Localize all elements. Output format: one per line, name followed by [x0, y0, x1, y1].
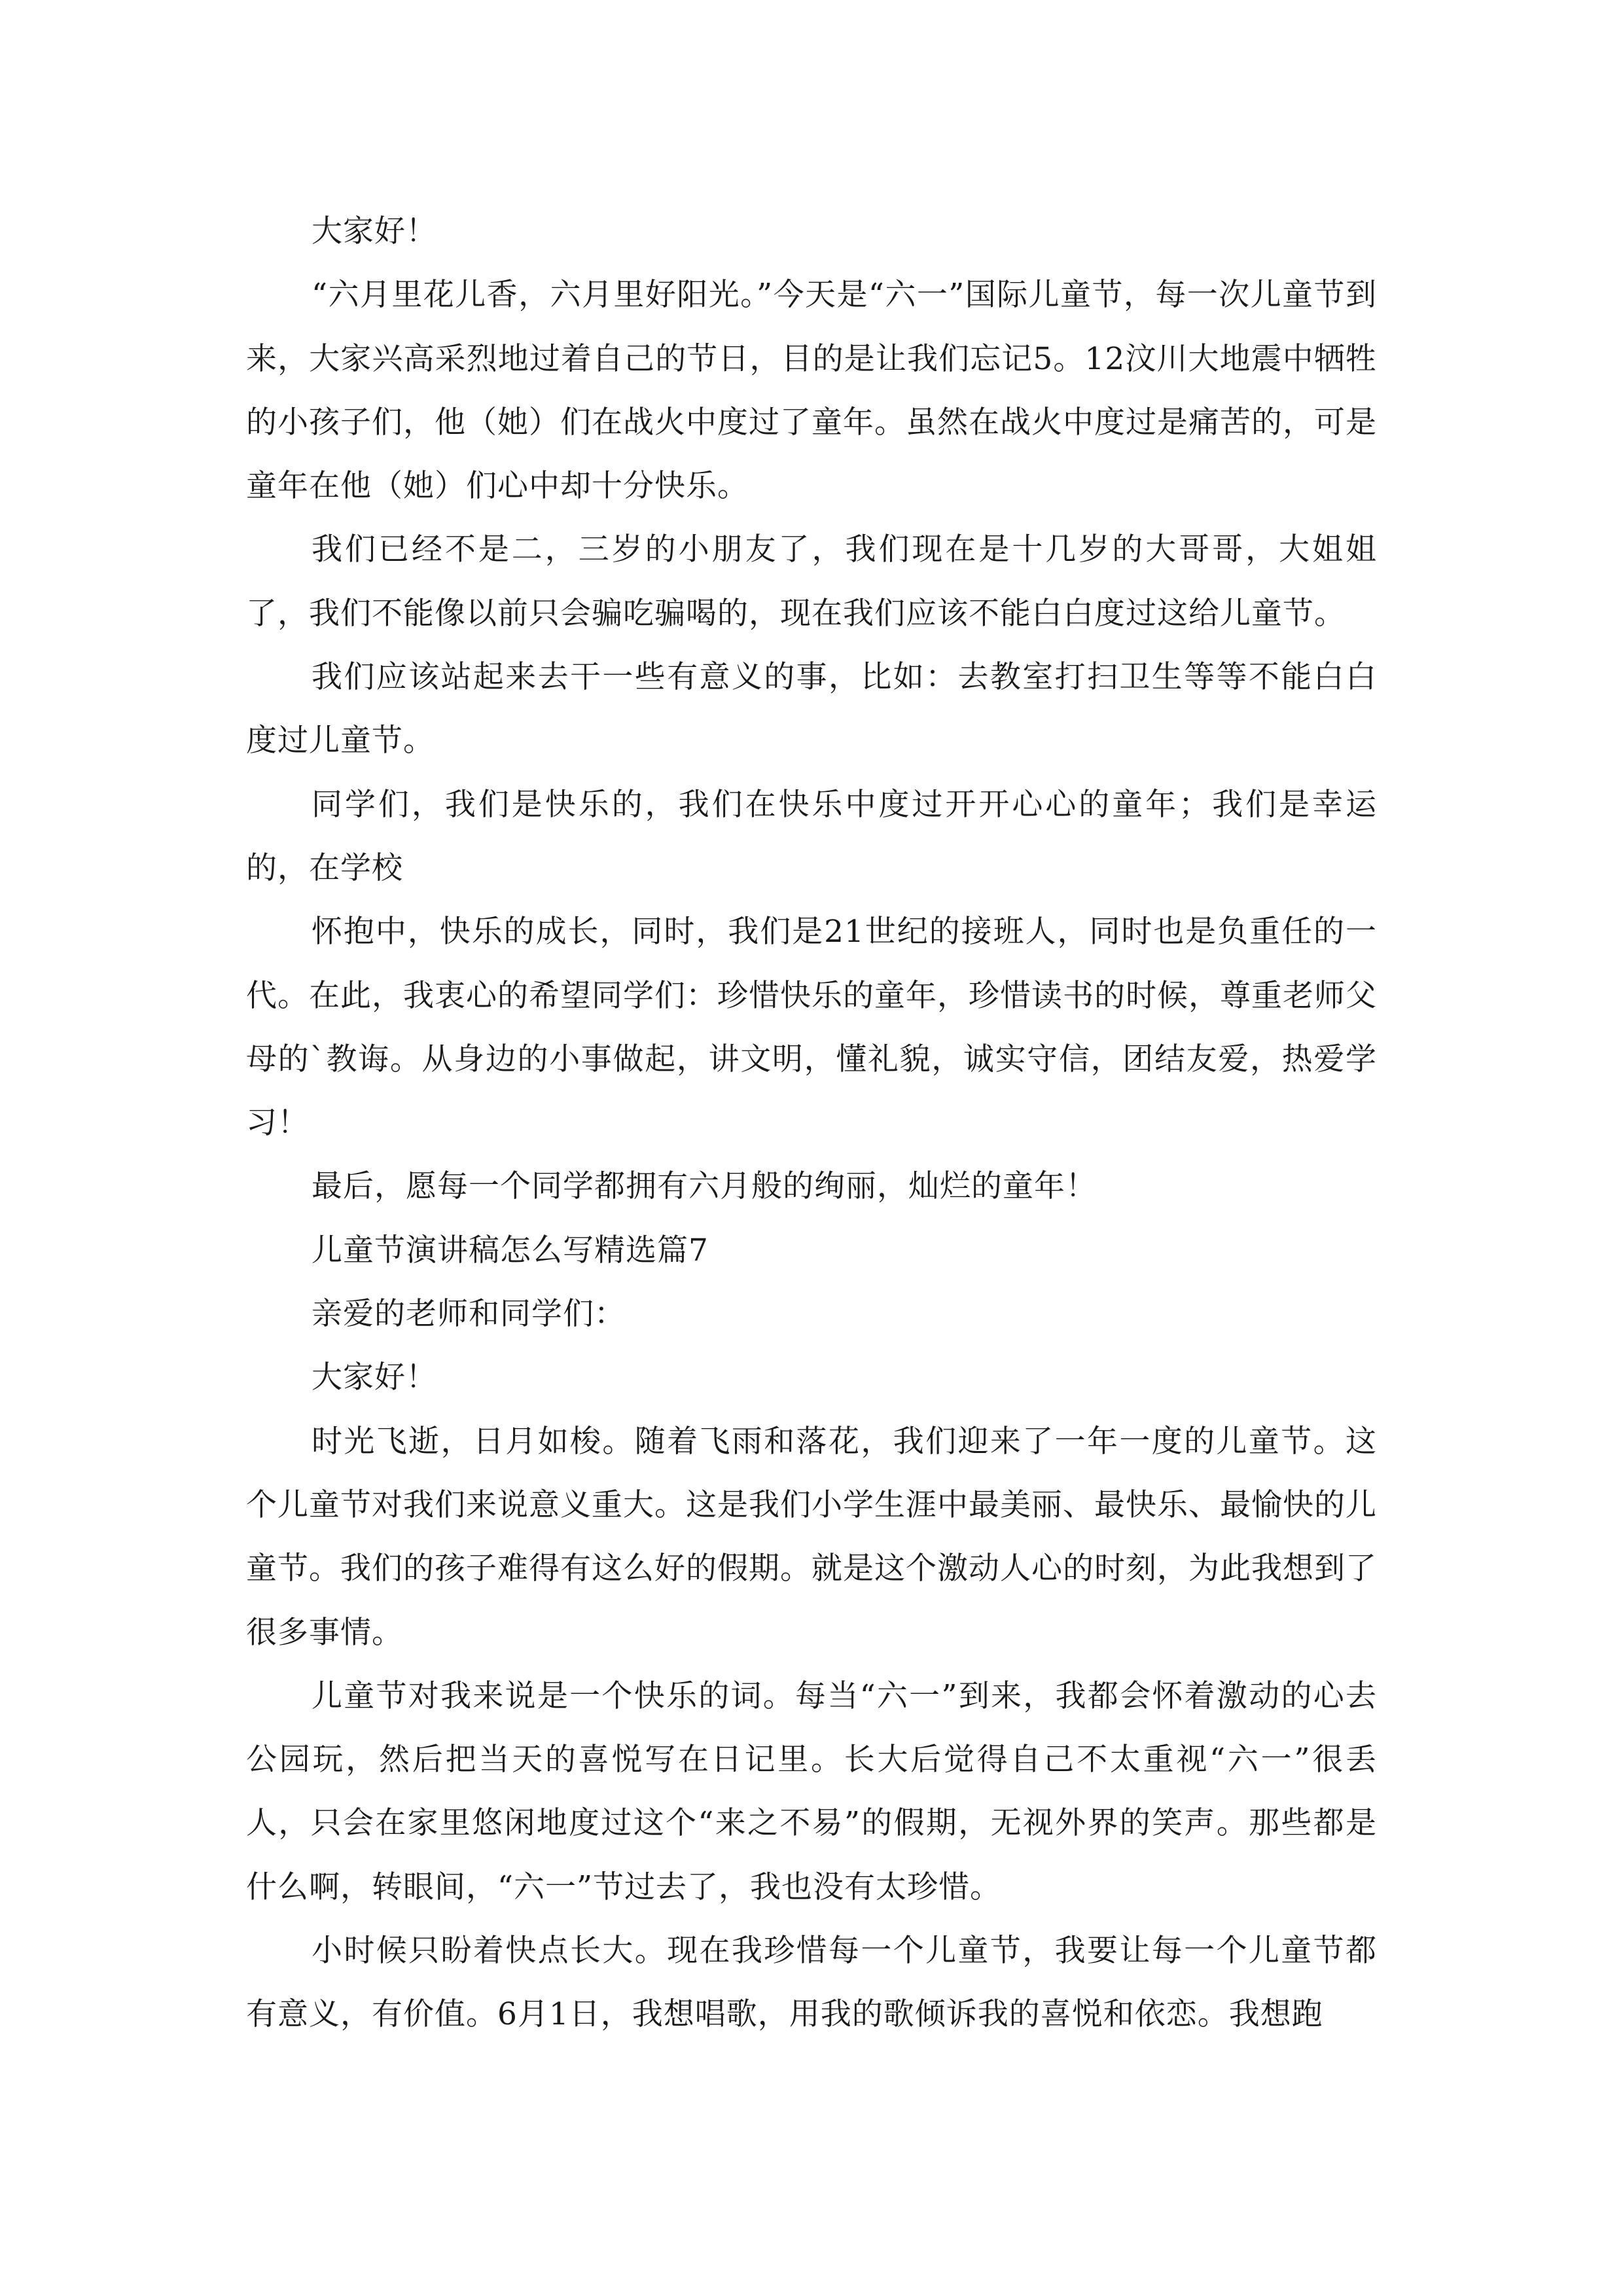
section-heading: 儿童节演讲稿怎么写精选篇7	[312, 1232, 709, 1268]
paragraph-greeting: 大家好！	[312, 213, 437, 249]
paragraph: 同学们，我们是快乐的，我们在快乐中度过开开心心的童年；我们是幸运的，在学校	[246, 786, 1377, 886]
paragraph: 小时候只盼着快点长大。现在我珍惜每一个儿童节，我要让每一个儿童节都有意义，有价值。6月1日，我想唱歌，用我的歌倾诉我的喜悦和依恋。我想跑	[246, 1933, 1377, 2033]
paragraph: 我们已经不是二，三岁的小朋友了，我们现在是十几岁的大哥哥，大姐姐了，我们不能像以前只会骗吃骗喝的，现在我们应该不能白白度过这给儿童节。	[246, 531, 1377, 632]
salutation: 亲爱的老师和同学们：	[312, 1296, 626, 1333]
paragraph: “六月里花儿香，六月里好阳光。”今天是“六一”国际儿童节，每一次儿童节到来，大家兴高采烈地过着自己的节日，目的是让我们忘记5。12汶川大地震中牺牲的小孩子们，他（她）们在战火中度过了童年。虽然在战火中度过是痛苦的，可是童年在他（她）们心中却十分快乐。	[246, 277, 1377, 505]
paragraph: 儿童节对我来说是一个快乐的词。每当“六一”到来，我都会怀着激动的心去公园玩，然后把当天的喜悦写在日记里。长大后觉得自己不太重视“六一”很丢人，只会在家里悠闲地度过这个“来之不易”的假期，无视外界的笑声。那些都是什么啊，转眼间，“六一”节过去了，我也没有太珍惜。	[246, 1677, 1377, 1905]
document-body	[246, 200, 1377, 2047]
paragraph: 怀抱中，快乐的成长，同时，我们是21世纪的接班人，同时也是负重任的一代。在此，我衷心的希望同学们：珍惜快乐的童年，珍惜读书的时候，尊重老师父母的`教诲。从身边的小事做起，讲文明，懂礼貌，诚实守信，团结友爱，热爱学习！	[246, 914, 1377, 1141]
paragraph: 我们应该站起来去干一些有意义的事，比如：去教室打扫卫生等等不能白白度过儿童节。	[246, 659, 1377, 759]
paragraph: 最后，愿每一个同学都拥有六月般的绚丽，灿烂的童年！	[312, 1168, 1097, 1205]
paragraph-greeting: 大家好！	[312, 1359, 437, 1396]
paragraph: 时光飞逝，日月如梭。随着飞雨和落花，我们迎来了一年一度的儿童节。这个儿童节对我们来说意义重大。这是我们小学生涯中最美丽、最快乐、最愉快的儿童节。我们的孩子难得有这么好的假期。就是这个激动人心的时刻，为此我想到了很多事情。	[246, 1423, 1377, 1651]
